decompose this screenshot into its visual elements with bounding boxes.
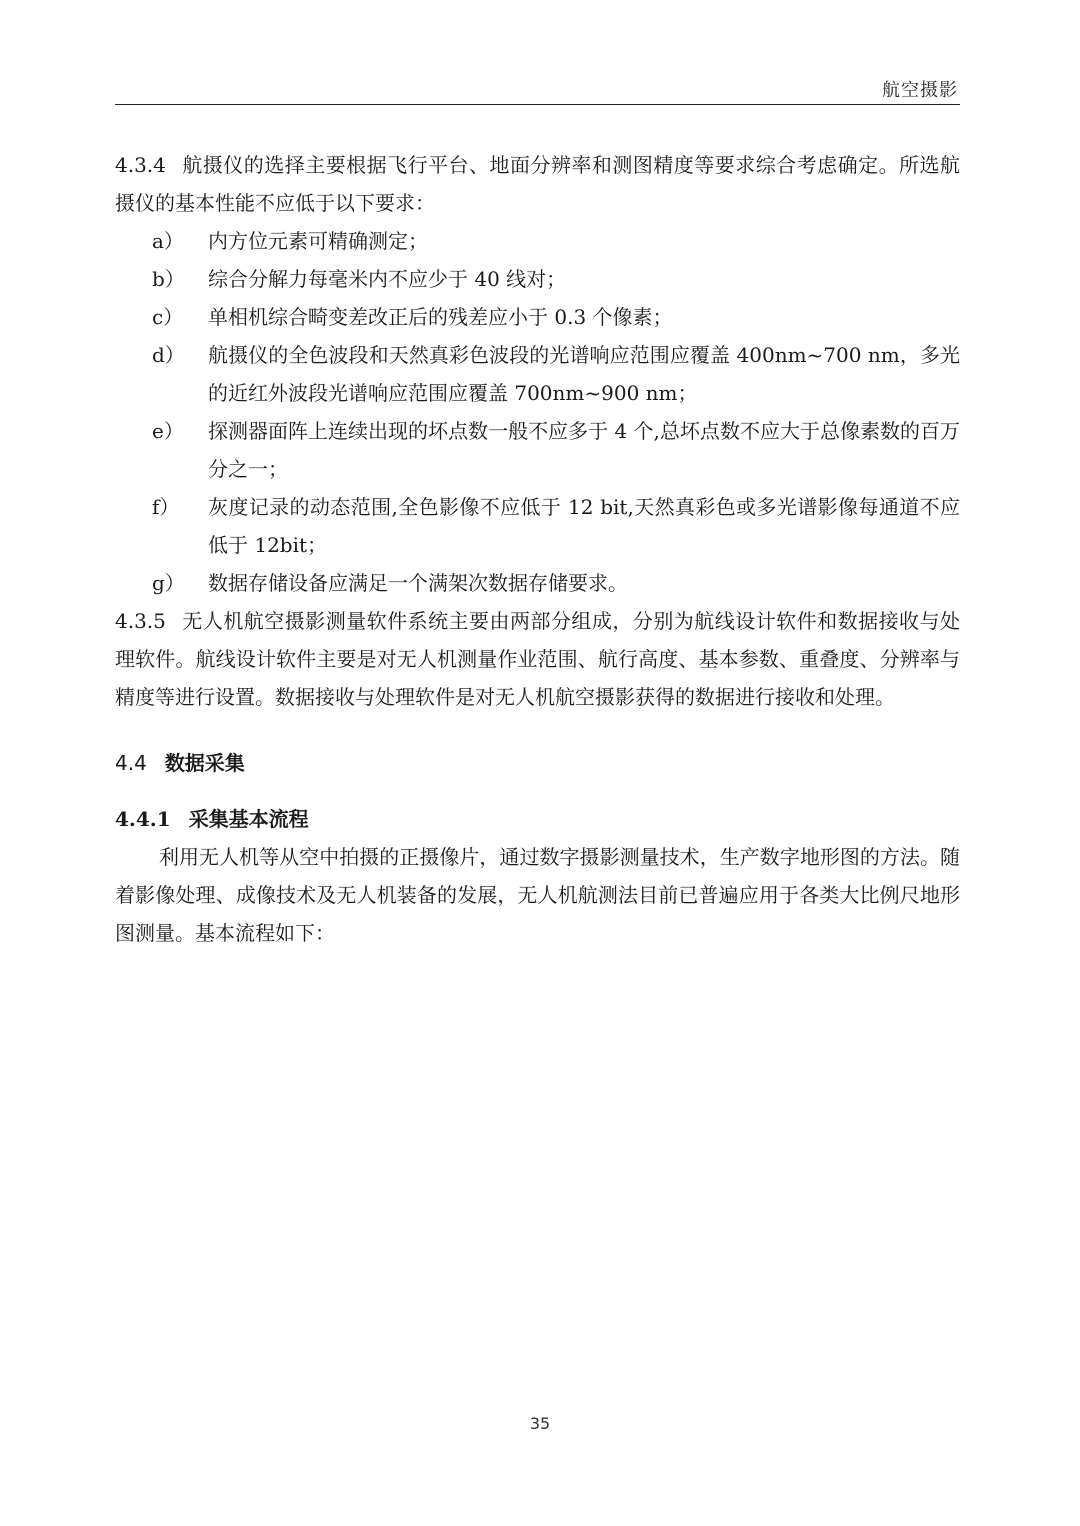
document-body (115, 146, 960, 952)
page-header (115, 74, 960, 105)
list-item (115, 564, 960, 602)
section-4-4-1-paragraph: 利用无人机等从空中拍摄的正摄像片，通过数字摄影测量技术，生产数字地形图的方法。随着影像处理、成像技术及无人机装备的发展，无人机航测法目前已普遍应用于各类大比例尺地形图测量。基本流程如下： (115, 845, 960, 945)
list-text: 内方位元素可精确测定； (208, 229, 428, 253)
list-marker: a） (152, 229, 184, 253)
section-number: 4.4 (115, 751, 147, 775)
requirements-list (115, 222, 960, 602)
page-number: 35 (529, 1414, 551, 1433)
section-number: 4.4.1 (115, 807, 171, 831)
list-marker: c） (152, 305, 184, 329)
section-4-3-4-paragraph (115, 146, 960, 222)
list-marker: f） (152, 495, 180, 519)
list-item (115, 336, 960, 412)
list-marker: g） (152, 571, 185, 595)
section-text: 航摄仪的选择主要根据飞行平台、地面分辨率和测图精度等要求综合考虑确定。所选航摄仪的基本性能不应低于以下要求： (115, 153, 960, 215)
section-4-4-heading (115, 744, 960, 782)
section-number: 4.3.4 (115, 153, 166, 177)
list-marker: e） (152, 419, 184, 443)
list-item (115, 298, 960, 336)
list-item (115, 488, 960, 564)
list-text: 灰度记录的动态范围,全色影像不应低于 12 bit,天然真彩色或多光谱影像每通道不应低于 12bit； (208, 495, 960, 557)
list-text: 探测器面阵上连续出现的坏点数一般不应多于 4 个,总坏点数不应大于总像素数的百万分之一； (208, 419, 960, 481)
section-title: 采集基本流程 (188, 807, 309, 831)
list-item (115, 412, 960, 488)
list-text: 数据存储设备应满足一个满架次数据存储要求。 (208, 571, 628, 595)
section-4-4-1-heading (115, 800, 960, 838)
list-text: 航摄仪的全色波段和天然真彩色波段的光谱响应范围应覆盖 400nm~700 nm，多光的近红外波段光谱响应范围应覆盖 700nm~900 nm； (208, 343, 960, 405)
section-4-3-5-paragraph (115, 602, 960, 716)
list-marker: d） (152, 343, 185, 367)
list-marker: b） (152, 267, 185, 291)
section-number: 4.3.5 (115, 609, 166, 633)
list-item (115, 222, 960, 260)
header-title: 航空摄影 (882, 80, 958, 101)
section-title: 数据采集 (164, 751, 245, 775)
list-item (115, 260, 960, 298)
section-text: 无人机航空摄影测量软件系统主要由两部分组成，分别为航线设计软件和数据接收与处理软件。航线设计软件主要是对无人机测量作业范围、航行高度、基本参数、重叠度、分辨率与精度等进行设置。数据接收与处理软件是对无人机航空摄影获得的数据进行接收和处理。 (115, 609, 960, 709)
list-text: 综合分解力每毫米内不应少于 40 线对； (208, 267, 567, 291)
list-text: 单相机综合畸变差改正后的残差应小于 0.3 个像素； (208, 305, 673, 329)
